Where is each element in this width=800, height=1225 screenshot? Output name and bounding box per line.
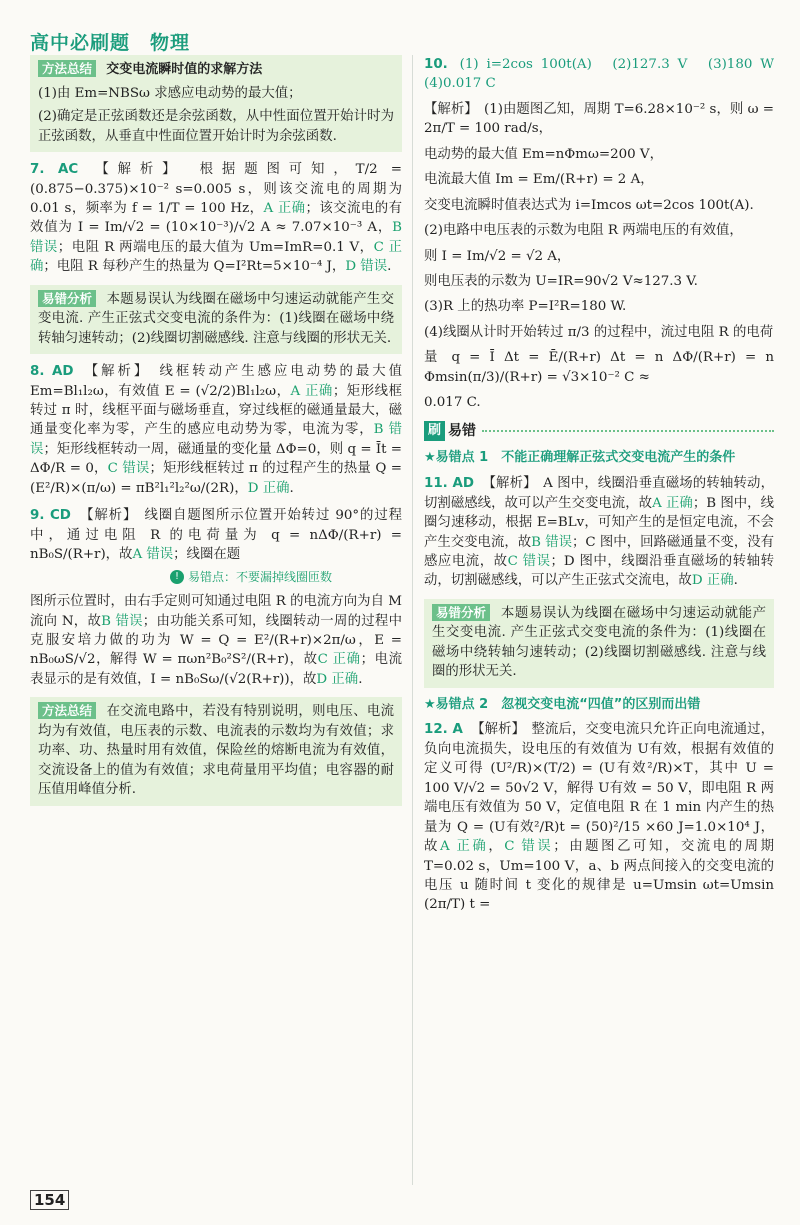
analysis-line: 则电压表的示数为 U=IR=90√2 V≈127.3 V. — [424, 273, 698, 289]
method-summary-tag: 方法总结 — [38, 60, 96, 77]
analysis-text: 线框转动产生感应电动势的最大值 Em=Bl₁l₂ω，有效值 E = (√2/2)Bl₁l₂ω， — [30, 364, 402, 399]
analysis-label: 【解析】 — [471, 722, 526, 738]
analysis-text: ；由题图乙可知，交流电的周期 T=0.02 s，Um=100 V，a、b 两点间接入的交变电流的电压 u 随时间 t 变化的规律是 u=Umsin ωt=Umsin (2π/T) t = — [424, 839, 774, 913]
error-point-note-text: 易错点：不要漏掉线圈匝数 — [188, 569, 333, 584]
method-summary-box-2 — [30, 697, 402, 805]
question-number: 9. CD — [30, 508, 71, 524]
judgement-mark: C 错误 — [504, 839, 554, 855]
analysis-text: 图所示位置时，由右手定则可知通过电阻 R 的电流方向为自 M 流向 N，故 — [30, 594, 402, 629]
analysis-line: (2)电路中电压表的示数为电阻 R 两端电压的有效值， — [424, 223, 743, 239]
judgement-mark: B 错误 — [531, 534, 573, 550]
analysis-label: 【解析】 — [84, 364, 151, 380]
analysis-text: . — [387, 259, 392, 275]
judgement-mark: B 错误 — [30, 422, 402, 457]
analysis-text: ；C 图中，回路磁通量不变，没有感应电流，故 — [424, 534, 774, 569]
judgement-mark: D 正确 — [316, 671, 359, 687]
method-summary-title: 交变电流瞬时值的求解方法 — [106, 62, 263, 77]
analysis-line: 则 I = Im/√2 = √2 A， — [424, 248, 571, 264]
method-summary-line-1: (1)由 Em=NBSω 求感应电动势的最大值； — [38, 85, 302, 101]
method-summary-line-2: (2)确定是正弦函数还是余弦函数，从中性面位置开始计时为正弦函数，从垂直中性面位置开始计时为余弦函数. — [38, 109, 394, 144]
error-analysis-tag: 易错分析 — [38, 290, 96, 307]
final-answer: (1) i=2cos 100t(A) (2)127.3 V (3)180 W (4)0.017 C — [424, 57, 788, 92]
error-point-heading-2: ★易错点 2 忽视交变电流“四值”的区别而出错 — [424, 696, 701, 712]
analysis-text: ；线圈在题 — [173, 547, 241, 563]
question-number: 8. AD — [30, 364, 74, 380]
analysis-text: ；矩形线框转动一周，磁通量的变化量 ΔΦ=0，则 q = Īt = ΔΦ/R = 0， — [30, 441, 403, 477]
judgement-mark: A 错误 — [132, 547, 174, 563]
answer-item-9 — [30, 506, 402, 689]
question-number: 7. AC — [30, 162, 79, 178]
error-analysis-box — [30, 285, 402, 354]
column-divider — [412, 55, 413, 1185]
analysis-text: ， — [488, 839, 505, 855]
judgement-mark: C 正确 — [317, 652, 361, 668]
section-dotted-rule — [482, 430, 774, 432]
left-column — [30, 55, 402, 814]
error-analysis-tag: 易错分析 — [432, 604, 490, 621]
section-title: 易错 — [448, 422, 477, 439]
analysis-text: ；电阻 R 每秒产生的热量为 Q=I²Rt=5×10⁻⁴ J， — [43, 259, 346, 275]
method-summary-box — [30, 55, 402, 152]
error-analysis-text: 本题易误认为线圈在磁场中匀速运动就能产生交变电流. 产生正弦式交变电流的条件为：(1)线圈在磁场中绕转轴匀速转动；(2)线圈切割磁感线. 注意与线圈的形状无关. — [432, 605, 766, 680]
error-analysis-text: 本题易误认为线圈在磁场中匀速运动就能产生交变电流. 产生正弦式交变电流的条件为：(1)线圈在磁场中绕转轴匀速转动；(2)线圈切割磁感线. 注意与线圈的形状无关. — [38, 291, 395, 346]
analysis-label: 【解析】 — [80, 508, 138, 524]
judgement-mark: A 正确 — [439, 839, 489, 855]
analysis-line: 交变电流瞬时值表达式为 i=Imcos ωt=2cos 100t(A). — [424, 197, 754, 213]
analysis-text: . — [289, 480, 294, 496]
method-summary-tag: 方法总结 — [38, 702, 96, 719]
analysis-text: ；电流表显示的是有效值，I = nB₀Sω/(√2(R+r))，故 — [30, 652, 403, 687]
analysis-line: 电动势的最大值 Em=nΦmω=200 V， — [424, 146, 663, 162]
right-column — [424, 55, 788, 923]
analysis-text: 根据题图可知，T/2 =(0.875−0.375)×10⁻² s=0.005 s，则该交流电的周期为 0.01 s，频率为 f = 1/T = 100 Hz， — [30, 162, 402, 217]
judgement-mark: C 错误 — [507, 554, 551, 569]
section-badge: 刷 — [424, 421, 445, 442]
answer-item-10 — [424, 55, 788, 413]
page-number: 154 — [30, 1190, 69, 1210]
analysis-text: ；该交流电的有效值为 I = Im/√2 = (10×10⁻³)/√2 A ≈ 7.07×10⁻³ A， — [30, 201, 402, 236]
analysis-text: 线圈自题图所示位置开始转过 90°的过程中，通过电阻 R 的电荷量为 q = nΔΦ/(R+r) = nB₀S/(R+r)，故 — [30, 508, 403, 563]
analysis-text: . — [358, 671, 363, 687]
question-number: 11. AD — [424, 476, 475, 492]
section-header-errors — [424, 421, 774, 442]
analysis-text: ；矩形线框转过 π 时，线框平面与磁场垂直，穿过线框的磁通量最大，磁通量变化率为零，产生的感应电动势为零，电流为零， — [30, 383, 402, 438]
analysis-line: 电流最大值 Im = Em/(R+r) = 2 A， — [424, 172, 654, 188]
error-point-icon: ! — [170, 570, 184, 584]
judgement-mark: B 错误 — [101, 613, 143, 629]
error-analysis-box-2 — [424, 599, 774, 688]
answer-item-11 — [424, 474, 774, 591]
question-number: 12. A — [424, 722, 463, 738]
judgement-mark: B 错误 — [30, 220, 402, 255]
analysis-text: . — [733, 573, 738, 589]
judgement-mark: D 正确 — [247, 480, 290, 496]
judgement-mark: C 错误 — [107, 461, 150, 477]
analysis-label: 【解析】 — [424, 101, 478, 117]
answer-item-7 — [30, 160, 402, 277]
analysis-text: ；由功能关系可知，线圈转动一周的过程中克服安培力做的功为 W = Q = E²/(R+r)×2π/ω，E = nB₀ωS/√2，解得 W = πωn²B₀²S²/(R+r)，故 — [30, 613, 402, 668]
analysis-text: ；D 图中，线圈沿垂直磁场的转轴转动，切割磁感线，可以产生正弦式交流电，故 — [424, 554, 774, 589]
analysis-label: 【解析】 — [95, 162, 185, 178]
judgement-mark: C 正确 — [30, 239, 402, 275]
analysis-label: 【解析】 — [482, 476, 537, 492]
analysis-text: ；B 图中，线圈匀速移动，根据 E=BLv，可知产生的是恒定电流，不会产生交变电流，故 — [424, 495, 774, 550]
analysis-text: A 图中，线圈沿垂直磁场的转轴转动，切割磁感线，故可以产生交变电流，故 — [424, 476, 774, 511]
answer-item-8 — [30, 362, 402, 498]
judgement-mark: A 正确 — [263, 201, 306, 217]
error-point-note — [170, 569, 332, 586]
analysis-line: 0.017 C. — [424, 395, 481, 411]
page-header-title: 高中必刷题 物理 — [30, 32, 191, 54]
error-point-heading-1: ★易错点 1 不能正确理解正弦式交变电流产生的条件 — [424, 450, 736, 466]
method-summary-text: 在交流电路中，若没有特别说明，则电压、电流均为有效值，电压表的示数、电流表的示数均为有效值；求功率、功、热量时用有效值，保险丝的熔断电流为有效值，交流设备上的值为有效值；求电荷量用平均值；电容器的耐压值用峰值分析. — [38, 704, 395, 798]
judgement-mark: D 正确 — [691, 573, 734, 589]
analysis-line: (4)线圈从计时开始转过 π/3 的过程中，流过电阻 R 的电荷 — [424, 324, 774, 340]
judgement-mark: D 错误 — [345, 259, 388, 275]
analysis-text: ；电阻 R 两端电压的最大值为 Um=ImR=0.1 V， — [57, 239, 374, 255]
analysis-text: ；矩形线框转过 π 的过程产生的热量 Q = (E²/R)×(π/ω) = πB²l₁²l₂²ω/(2R)， — [30, 461, 402, 496]
question-number: 10. — [424, 57, 448, 72]
judgement-mark: A 正确 — [652, 495, 693, 511]
answer-item-12 — [424, 720, 774, 914]
analysis-line: 量 q = Ī Δt = Ē/(R+r) Δt = n ΔΦ/(R+r) = n Φmsin(π/3)/(R+r) = √3×10⁻² C ≈ — [424, 350, 774, 385]
analysis-line: (3)R 上的热功率 P=I²R=180 W. — [424, 299, 627, 315]
judgement-mark: A 正确 — [290, 383, 333, 399]
analysis-text: 整流后，交变电流只允许正向电流通过，负向电流损失，设电压的有效值为 U有效，根据有效值的定义可得 (U²/R)×(T/2) = (U有效²/R)×T，其中 U = 100 V/√2 = 50√2 V，解得 U有效 = 50 V，即电阻 R 两端电压有效值为 50 V，定值电阻 R 在 1 min 内产生的热量为 Q = (U有效²/R)t = (50)²/15 ×60 J=1.0×10⁴ J，故 — [424, 722, 775, 855]
analysis-text: (1)由题图乙知，周期 T=6.28×10⁻² s，则 ω = 2π/T = 100 rad/s， — [424, 101, 775, 137]
